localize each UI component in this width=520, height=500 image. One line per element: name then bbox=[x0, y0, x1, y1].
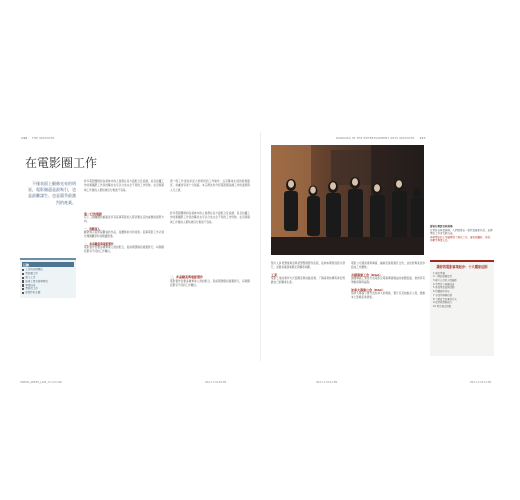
contents-sidebar bbox=[20, 258, 76, 298]
sidebar-item: 電影的工作 bbox=[22, 287, 74, 291]
tip-item: 9 保持熱情與毅力 bbox=[433, 301, 453, 305]
caption-title: 群眾在電影首映現場 bbox=[430, 225, 453, 228]
intro-paragraph-1: 許多電影團隊的各領域中的人員都在各方面配合及協調，而且拍攝工作的範圍跟工作者的職位也可以分為完全不同的工作形態。在這個領域工作過的人都知道這行相當不容易。 bbox=[84, 180, 164, 192]
section-body-1: 以下三個關鍵的重點是所有從事電影的人都需要注意的重要前提與方向。 bbox=[84, 216, 164, 224]
section-heading-2: 一、從觀眾入 bbox=[84, 226, 101, 231]
sidebar-item: 工作的各種職位 bbox=[22, 268, 74, 272]
industry-body: 電影工業的運作方式因國家與地區而異，了解產業結構有助於規劃自己的職業生涯。 bbox=[271, 276, 345, 285]
tip-item: 8 了解產業的運作方式 bbox=[433, 297, 457, 301]
industry-heading: 工業 bbox=[271, 272, 278, 277]
checkbox-icon bbox=[22, 280, 24, 282]
tip-item: 7 尋找導師與榜樣 bbox=[433, 293, 453, 297]
page-gutter bbox=[260, 132, 261, 361]
sidebar-item: 影製作的主題 bbox=[22, 291, 74, 295]
sidebar-heading: 目錄 bbox=[22, 262, 74, 267]
caption-note: 參與電影的工作團隊除了演員之外，還包括攝影、美術、剪輯等專業人員。 bbox=[430, 235, 493, 243]
sidebar-item: 專業技術 bbox=[22, 284, 74, 288]
intro-paragraph-2: 與一般工作者的狀況大致相同的工作條件，以及職業生涯的發展路徑，常讓初學者十分困惑。本章將為你介紹電影圈各種工作的面貌與入行之道。 bbox=[170, 180, 250, 192]
tip-item: 4 學習所有相關技術 bbox=[433, 282, 455, 286]
checkbox-icon bbox=[22, 284, 24, 286]
caption-body: 在電影首映會現場，人們聚集在一起欣賞最新作品，並與電影工作者互動交流。 bbox=[430, 228, 493, 236]
checkbox-icon bbox=[22, 292, 24, 294]
right-print-slug: 09/11 4:34:41 PM bbox=[316, 381, 338, 384]
tip-item: 5 參加電影節與活動 bbox=[433, 286, 455, 290]
section-heading-1: 進一行的電影 bbox=[84, 212, 103, 216]
right-page-left-column bbox=[271, 262, 345, 286]
checkbox-icon bbox=[22, 288, 24, 290]
tip-item: 2 一開始就要認真 bbox=[433, 275, 453, 279]
tip-item: 10 勇於接受挑戰 bbox=[433, 304, 452, 308]
left-print-time: 09/11 4:34:40 PM bbox=[205, 381, 227, 384]
sidebar-item: 進入工作 bbox=[22, 276, 74, 280]
right-running-title: WORKING IN THE ENTERTAINMENT ARTS INDUSTRY bbox=[336, 137, 415, 140]
right-column-heading: 二、多重職業與電影製作 bbox=[170, 275, 204, 279]
section-body-3: 電影製作需要各種專業人員的配合，從前期籌備到後製發行，每個階段都有不同的工作職位。 bbox=[84, 245, 164, 254]
dgc-heading: 加拿大導演公會（DGC） bbox=[351, 287, 386, 292]
sidebar-item: 電影圈工作 bbox=[22, 272, 74, 276]
pull-quote: 不僅表面上顯赫光亮的明星，電影圈還是最吸引，也是最難謀生、也是競爭最激烈的產業。 bbox=[28, 181, 76, 205]
tip-item: 1 做好準備 bbox=[433, 271, 445, 275]
dga-heading: 美國導演工會（DGA） bbox=[351, 272, 383, 277]
right-column-text: 許多電影團隊的各領域中的人員都在各方面配合及協調，而且拍攝工作的範圍跟工作者的職位也可以分為完全不同的工作形態。在這個領域工作過的人都知道這行相當不容易。 bbox=[170, 212, 250, 224]
section-heading-3: 二、多重職業與電影製作 bbox=[84, 241, 114, 246]
tips-heading: 讓你的電影事業起步：十大獨家法則 bbox=[436, 265, 488, 269]
right-column-body: 電影製作需要各種專業人員的配合，從前期籌備到後製發行，每個階段都有不同的工作職位。 bbox=[170, 280, 250, 288]
tip-item: 6 持續創作作品 bbox=[433, 290, 450, 294]
left-column bbox=[84, 212, 164, 254]
checkbox-icon bbox=[22, 273, 24, 275]
right-page-running-head bbox=[336, 136, 426, 140]
right-mid-top-text: 電影公司通常會與導演、編劇及演員簽訂合約，並依照專案需求組成工作團隊。 bbox=[351, 262, 425, 270]
tips-sidebar bbox=[430, 260, 494, 356]
sidebar-item: 影視工業及需學習的 bbox=[22, 280, 74, 284]
left-page-running-head bbox=[21, 136, 55, 140]
photo-caption bbox=[430, 225, 494, 243]
dga-body: 美國導演工會是代表電影及電視導演權益的重要組織，會員享有勞動保障與福利。 bbox=[351, 276, 425, 285]
checkbox-icon bbox=[22, 269, 24, 271]
dgc-body: 加拿大導演公會代表加拿大的導演、製片及其他創意人員，推動本土影視產業發展。 bbox=[351, 291, 425, 300]
right-print-time: 09/11 4:34:41 PM bbox=[470, 381, 492, 384]
checkbox-icon bbox=[22, 277, 24, 279]
right-page-number: 197 bbox=[419, 136, 426, 140]
right-left-top-text: 製片人負責籌措資金與統籌整個製作流程，從劇本開發到影片發行，需要具備商業眼光與藝術判斷。 bbox=[271, 262, 345, 270]
left-running-title: THE INDUSTRY bbox=[32, 137, 55, 140]
section-body-2: 觀眾進入電影院觀看的作品，是團隊的共同成果。從事電影工作必須先理解觀眾如何閱讀影像。 bbox=[84, 230, 164, 239]
premiere-photo bbox=[271, 145, 424, 255]
tip-item: 3 建立良好的人際關係 bbox=[433, 279, 457, 282]
left-print-slug: CINEMA_SERIES_p196_17.indd 196 bbox=[20, 381, 62, 384]
left-page-number: 196 bbox=[21, 136, 28, 140]
right-page-mid-column bbox=[351, 262, 425, 300]
chapter-title: 在電影圈工作 bbox=[25, 156, 98, 170]
